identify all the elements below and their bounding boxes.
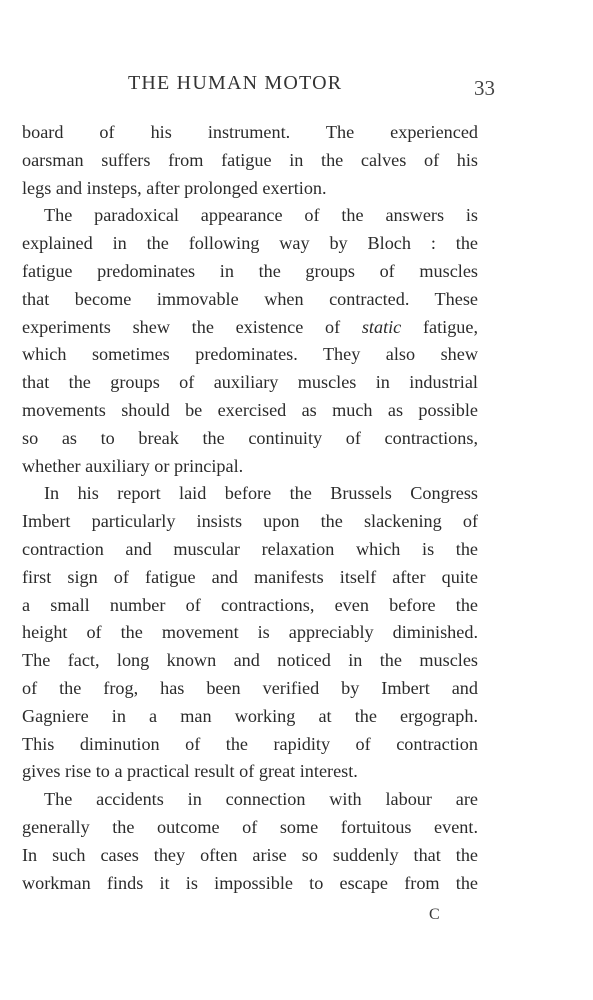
page-number: 33	[474, 76, 495, 100]
text-line: that become immovable when contracted. These	[22, 288, 478, 309]
text-line: The fact, long known and noticed in the muscles	[22, 650, 478, 671]
running-head: THE HUMAN MOTOR	[128, 72, 343, 94]
signature-mark: C	[429, 906, 440, 923]
text-line: so as to break the continuity of contractions,	[22, 427, 478, 448]
text-line: a small number of contractions, even before the	[22, 594, 478, 615]
text-line: gives rise to a practical result of great interest.	[22, 761, 358, 782]
text-line: board of his instrument. The experienced	[22, 122, 478, 142]
text-line: movements should be exercised as much as possible	[22, 399, 478, 420]
text-line: legs and insteps, after prolonged exertion.	[22, 177, 327, 198]
text-line: oarsman suffers from fatigue in the calves of his	[22, 149, 478, 170]
text-line: contraction and muscular relaxation which is the	[22, 538, 478, 559]
text-line: Gagniere in a man working at the ergograph.	[22, 705, 478, 726]
text-line: Imbert particularly insists upon the slackening of	[22, 511, 478, 532]
text-line: generally the outcome of some fortuitous event.	[22, 816, 478, 837]
text-line: explained in the following way by Bloch : the	[22, 233, 478, 254]
text-line: which sometimes predominates. They also shew	[22, 344, 478, 365]
body-text	[22, 119, 478, 897]
text-line: The accidents in connection with labour are	[44, 789, 478, 810]
text-line: that the groups of auxiliary muscles in industrial	[22, 372, 478, 393]
text-line: height of the movement is appreciably diminished.	[22, 622, 478, 643]
text-line: whether auxiliary or principal.	[22, 455, 244, 476]
text-line: workman finds it is impossible to escape from the	[22, 872, 478, 893]
text-line: In such cases they often arise so suddenly that the	[22, 844, 478, 865]
emphasis-text: static	[361, 316, 402, 337]
text-line: experiments shew the existence of static fatigue,	[22, 316, 478, 337]
text-line: first sign of fatigue and manifests itself after quite	[22, 566, 478, 587]
text-line: fatigue predominates in the groups of muscles	[22, 260, 478, 281]
text-line: In his report laid before the Brussels Congress	[44, 483, 478, 504]
text-line: This diminution of the rapidity of contraction	[22, 733, 478, 754]
text-line: of the frog, has been verified by Imbert and	[22, 677, 478, 698]
text-line: The paradoxical appearance of the answers is	[44, 205, 478, 226]
